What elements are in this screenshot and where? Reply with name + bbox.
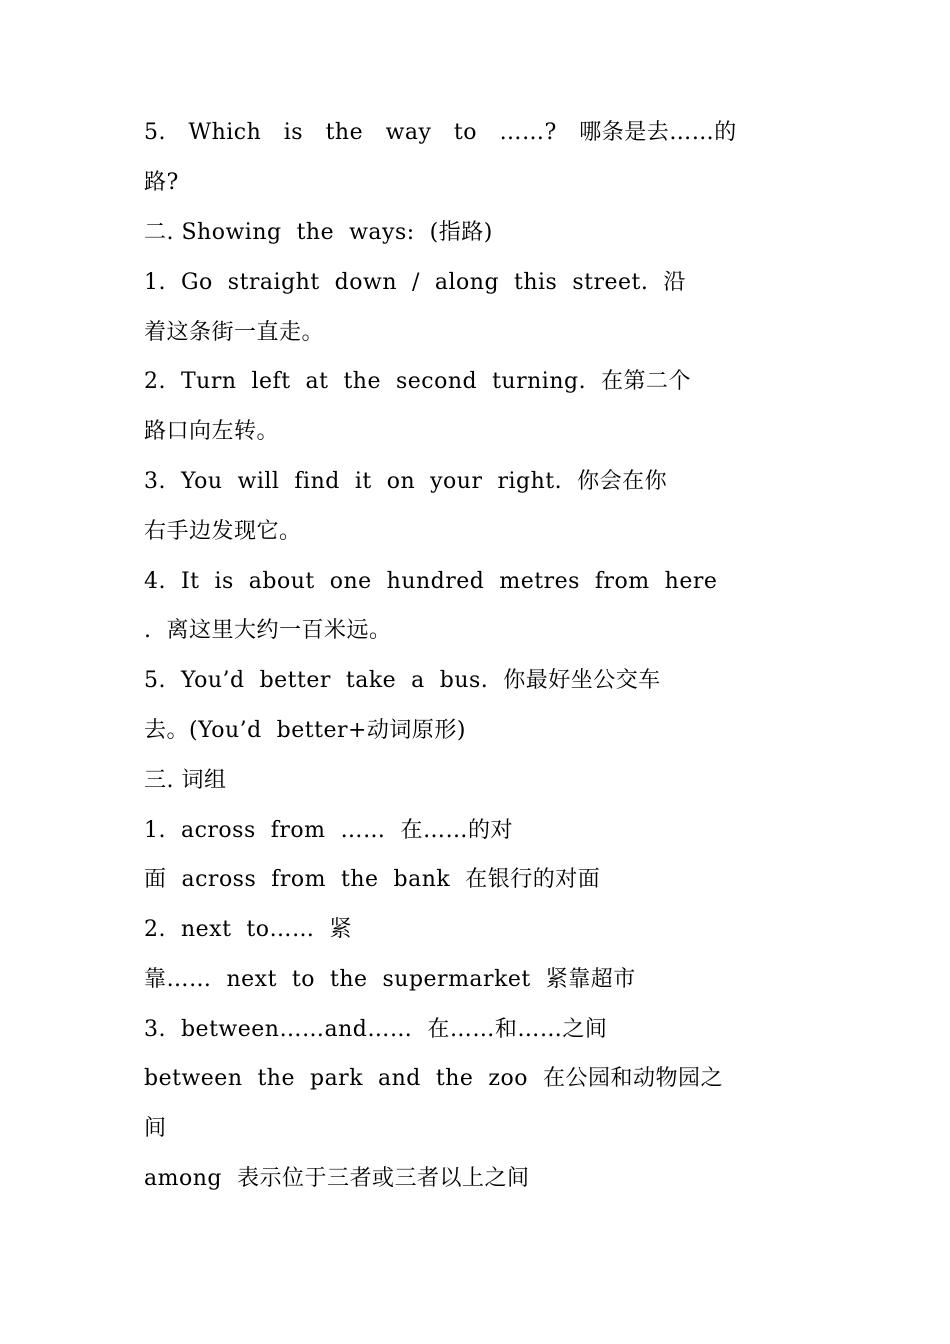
text-line: 面 across from the bank 在银行的对面 xyxy=(144,867,601,892)
text-line: 3. between……and…… 在……和……之间 xyxy=(144,1017,608,1042)
text-line: 2. next to…… 紧 xyxy=(144,917,352,942)
text-line: 3. You will find it on your right. 你会在你 xyxy=(144,469,668,494)
text-line: 2. Turn left at the second turning. 在第二个 xyxy=(144,369,692,394)
text-line: 着这条街一直走。 xyxy=(144,320,325,345)
text-line: 靠…… next to the supermarket 紧靠超市 xyxy=(144,967,636,992)
text-line: 1. across from …… 在……的对 xyxy=(144,818,513,843)
text-line: 右手边发现它。 xyxy=(144,519,302,544)
section-heading: 二. Showing the ways: (指路) xyxy=(144,220,493,245)
section-heading: 三. 词组 xyxy=(144,768,227,793)
text-line: 4. It is about one hundred metres from here xyxy=(144,569,718,594)
text-line: 5. You’d better take a bus. 你最好坐公交车 xyxy=(144,668,661,693)
text-line: . 离这里大约一百米远。 xyxy=(144,618,392,643)
text-line: 1. Go straight down / along this street. 沿 xyxy=(144,270,686,295)
text-line: 5. Which is the way to ……? 哪条是去……的 xyxy=(144,120,737,145)
text-line: 间 xyxy=(144,1116,167,1141)
text-line: 路口向左转。 xyxy=(144,419,280,444)
text-line: between the park and the zoo 在公园和动物园之 xyxy=(144,1066,723,1091)
text-line: 路? xyxy=(144,170,179,195)
text-line: among 表示位于三者或三者以上之间 xyxy=(144,1166,530,1191)
text-line: 去。(You’d better+动词原形) xyxy=(144,718,467,743)
